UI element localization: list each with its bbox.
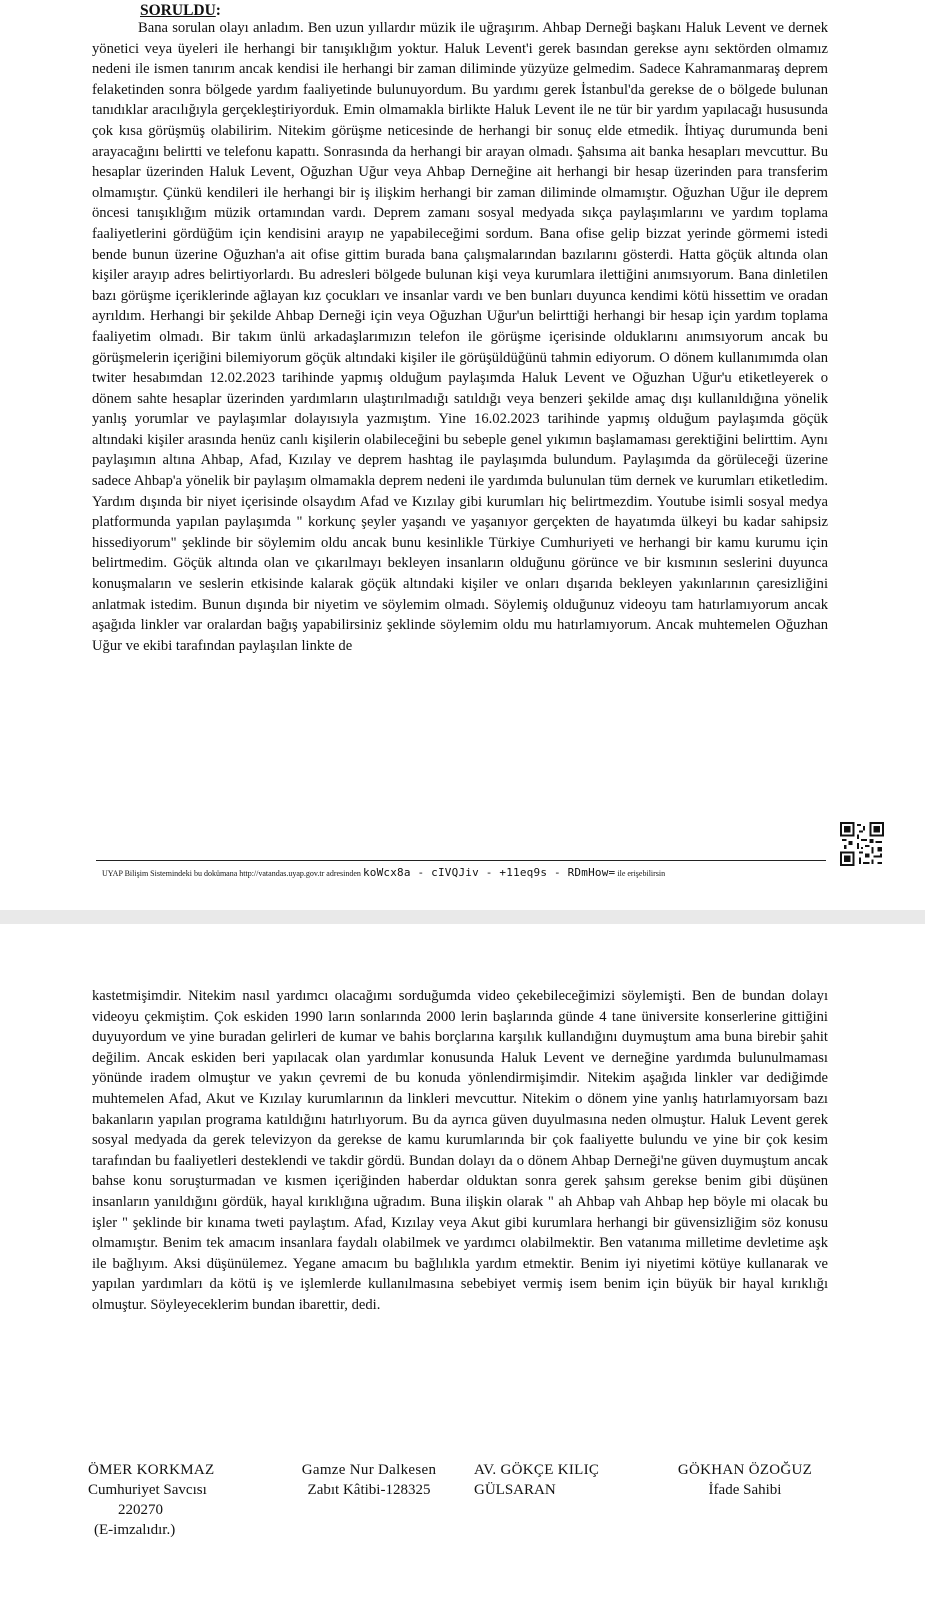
signature-clerk — [284, 1460, 454, 1500]
signature-deponent — [660, 1460, 830, 1500]
footer-suffix-text: ile erişebilirsin — [617, 869, 666, 878]
signatory-name: ÖMER KORKMAZ — [88, 1462, 215, 1478]
signatory-role: Cumhuriyet Savcısı — [88, 1482, 207, 1498]
e-signature-note: (E-imzalıdır.) — [94, 1522, 176, 1538]
signatory-role: GÜLSARAN — [474, 1482, 556, 1498]
signatory-name: GÖKHAN ÖZOĞUZ — [677, 1462, 813, 1478]
signatory-name: Gamze Nur Dalkesen — [301, 1462, 437, 1478]
footer-prefix-text: UYAP Bilişim Sistemindeki bu dokümana http://vatandas.uyap.gov.tr adresinden — [102, 869, 361, 878]
signatory-role: Zabıt Kâtibi-128325 — [307, 1482, 431, 1498]
section-heading-colon: : — [215, 2, 221, 19]
uyap-footer — [102, 866, 832, 879]
footer-divider — [96, 860, 826, 861]
statement-body-page-1: Bana sorulan olayı anladım. Ben uzun yıllardır müzik ile uğraşırım. Ahbap Derneği başkanı Haluk Levent ve dernek yönetici veya üyeleri ile herhangi bir tanışıklığım yoktur. Haluk Levent'i gerek basından gerekse aynı sektörden olmamız nedeni ile ismen tanırım ancak kendisi ile herhangi bir zaman diliminde yüzyüze gelmedim. Sadece Kahramanmaraş deprem felaketinden sonra bölgede yardım faaliyetinde bulunuyordum. Bu yardımı gerek İstanbul'da gerekse de o bölgede bulunan tanıdıklar aracılığıyla gerçekleştiriyorduk. Emin olmamakla birlikte Haluk Levent ile ne tür bir yardım yapılacağı hususunda çok kısa görüşmüş olabilirim. Nitekim görüşme neticesinde de herhangi bir sonuç elde etmedik. İhtiyaç durumunda beni arayacağını belirtti ve telefonu kapattı. Sonrasında da herhangi bir arayan olmadı. Şahsıma ait banka hesapları mevcuttur. Bu hesaplar üzerinden Haluk Levent, Oğuzhan Uğur veya Ahbap Derneğine ait herhangi bir hesap üzerinden para transferim olmamıştır. Çünkü kendileri ile herhangi bir iş ilişkim herhangi bir zaman diliminde olmamıştır. Oğuzhan Uğur ile deprem öncesi tanışıklığım müzik ortamından vardı. Deprem zamanı sosyal medyada sıkça paylaşımlarını ve yardım toplama faaliyetlerini gördüğüm için kendisini arayıp ne yapabileceğimi sordum. Bana ofise gelip bizzat yerinde görmemi istedi bende bunun üzerine Oğuzhan'a ait ofise gittim burada bana çalışmalarından bazılarını gösterdi. Hatta göçük altında olan kişiler arayıp adres belirtiyorlardı. Bu adresleri bölgede bulunan kişi veya kurumlara ilettiğini anımsıyorum. Bana dinletilen bazı görüşme içeriklerinde ağlayan kız çocukları ve insanlar vardı ve ben bunları duyunca kendimi kötü hissettim ve oradan ayrıldım. Herhangi bir şekilde Ahbap Derneği için veya Oğuzhan Uğur'un belirttiği herhangi bir hesap için yardım toplama faaliyetim olmadı. Bir takım ünlü arkadaşlarımızın telefon ile görüşme içerisinde olduklarını anımsıyorum ancak bu görüşmelerin içeriğini bilemiyorum göçük altındaki kişiler ile görüşüldüğünü tahmin ediyorum. O dönem kullanımımda olan twiter hesabımdan 12.02.2023 tarihinde yapmış olduğum paylaşımda Haluk Levent ve Oğuzhan Uğur'u etiketleyerek o dönem sahte hesaplar üzerinden yardımların ulaştırılmadığı satıldığı veya benzeri şekilde amaç dışı kullanıldığına yönelik yanlış yorumlar ve paylaşımlar dolayısıyla yazmıştım. Yine 16.02.2023 tarihinde yapmış olduğum paylaşımda göçük altındaki kişiler arasında henüz canlı kişilerin olabileceğini bu sebeple genel yıkımın başlamaması gerektiğini belirttim. Aynı paylaşımın altına Ahbap, Afad, Kızılay ve deprem hashtag ile paylaşımda bulundum. Paylaşımda da görüleceği üzerine sadece Ahbap'a yönelik bir paylaşım olmamakla deprem nedeni ile yardımda bulunulan tüm dernek ve kurumları etiketledim. Yardım dışında bir niyet içerisinde olsaydım Afad ve Kızılay gibi kurumları hiç belirtmezdim. Youtube isimli sosyal medya platformunda yapılan paylaşımda " korkunç şeyler yaşandı ve yaşanıyor gerçekten de hayatımda ülkeyi bu kadar sahipsiz hissediyorum" şeklinde bir söylemim oldu ancak bunu kesinlikle Türkiye Cumhuriyeti ve herhangi bir kamu kurumu için belirtmedim. Göçük altında olan ve çıkarılmayı bekleyen insanların olduğunu görünce ve bir kısmının seslerini duyunca konuşmaların ve seslerin etkisinde kalarak göçük altındaki kişiler ve onları dışarıda bekleyen yakınlarının çaresizliğini anlatmak istedim. Bunun dışında bir niyetim ve söylemim olmadı. Söylemiş olduğunuz videoyu tam hatırlamıyorum ancak aşağıda linkler var oralardan bağış yapabilirsiniz şeklinde söylemim oldu mu hatırlamıyorum. Ancak muhtemelen Oğuzhan Uğur ve ekibi tarafından paylaşılan linkte de — [92, 20, 828, 654]
document-access-code: koWcx8a - cIVQJiv - +11eq9s - RDmHow= — [362, 866, 616, 879]
signature-lawyer — [474, 1460, 630, 1500]
qr-code-icon — [840, 822, 884, 866]
signatory-role: İfade Sahibi — [708, 1482, 782, 1498]
signature-prosecutor — [88, 1460, 244, 1540]
signatory-name: AV. GÖKÇE KILIÇ — [474, 1462, 600, 1478]
document-page-2 — [0, 924, 925, 1600]
section-heading-text: SORULDU — [140, 2, 216, 19]
signatory-number: 220270 — [118, 1502, 163, 1518]
statement-body-page-2: kastetmişimdir. Nitekim nasıl yardımcı olacağımı sorduğumda video çekebileceğimizi söylemişti. Ben de bundan dolayı videoyu çekmiştim. Çok eskiden 1990 ların sonlarında 2000 lerin başlarında günde 4 tane üniversite konserlerine gittiğini duyuyordum ve yine buradan gelirleri de kumar ve bahis borçlarına karşılık kullandığını duymuştum ama buna birebir şahit değilim. Ancak eskiden beri yapılacak olan yardımlar konusunda Haluk Levent ve derneğine yardımda bulunulmaması yönünde iradem olmuştur ve yakın çevremi de bu konuda yönlendirmişimdir. Nitekim aşağıda linkler var dediğimde muhtemelen Afad, Akut ve Kızılay kurumlarının da linkleri mevcuttur. Nitekim o dönem yine yanlış hatırlamıyorsam bazı bakanların yapılan programa katıldığını hatırlıyorum. Bu da ayrıca güven duyulmasına neden olmuştur. Haluk Levent gerek sosyal medyada da gerek televizyon da gerekse de kamu kurumlarında bir çok faaliyette bulundu ve yine bir çok kesim tarafından bu faaliyetleri desteklendi ve takdir gördü. Bundan dolayı da o dönem Ahbap Derneği'ne güven duymuştum ancak bahse konu soruşturmadan ve kısmen içeriğinden haberdar olduktan sonra gerek şahsım gerekse benim gibi düşünen insanların yanıldığını gördük, hayal kırıklığına uğradım. Buna ilişkin olarak " ah Ahbap vah Ahbap hep böyle mi olacak bu işler " şeklinde bir kınama tweti paylaştım. Afad, Kızılay veya Akut gibi kurumlara herhangi bir güvensizliğim söz konusu olmamıştır. Benim tek amacım insanlara faydalı olabilmek ve yardımcı olabilmektir. Ben vatanıma milletime devletime aşk ile bağlıyım. Aksi düşünülemez. Yegane amacım bu bağlılıkla yardım etmektir. Benim iyi niyetimi kötüye kullanarak ve yapılan yardımları da kötü iş ve işlemlerde kullanılmasına sebebiyet vermiş isem benim için büyük bir hayal kırıklığı olmuştur. Söyleyeceklerim bundan ibarettir, dedi. — [92, 988, 828, 1313]
